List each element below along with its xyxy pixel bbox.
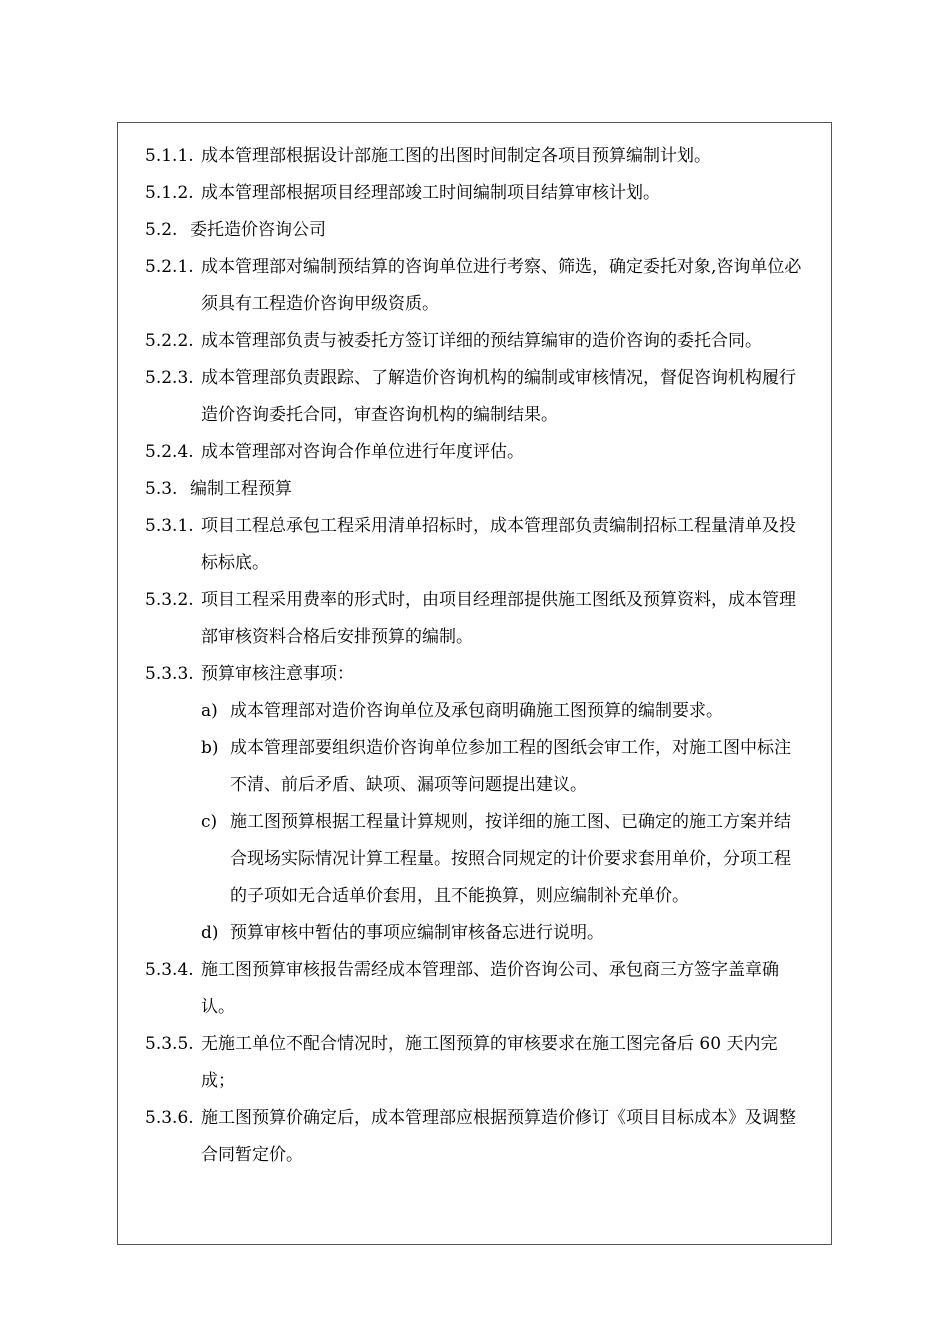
clause-text: 项目工程总承包工程采用清单招标时，成本管理部负责编制招标工程量清单及投标标底。 xyxy=(201,516,796,573)
section-number: 5.2. xyxy=(145,220,178,240)
clause-5-1-1 xyxy=(118,138,831,175)
clause-5-2-4 xyxy=(118,434,831,471)
sub-item-text: 成本管理部要组织造价咨询单位参加工程的图纸会审工作，对施工图中标注不清、前后矛盾、缺项、漏项等问题提出建议。 xyxy=(230,738,791,795)
section-title: 委托造价咨询公司 xyxy=(190,220,326,240)
clause-number: 5.2.4. xyxy=(145,442,194,462)
section-heading-5-2 xyxy=(118,212,831,249)
section-title: 编制工程预算 xyxy=(190,479,292,499)
clause-text: 预算审核注意事项： xyxy=(201,664,354,684)
sub-item-letter: b) xyxy=(201,738,219,758)
clause-5-2-2 xyxy=(118,323,831,360)
clause-5-3-2 xyxy=(118,582,831,656)
clause-number: 5.3.2. xyxy=(145,590,194,610)
clause-list xyxy=(118,138,831,1174)
sub-item-a xyxy=(118,693,831,730)
sub-item-text: 预算审核中暂估的事项应编制审核备忘进行说明。 xyxy=(230,923,604,943)
clause-5-2-3 xyxy=(118,360,831,434)
sub-item-letter: c) xyxy=(201,812,218,832)
sub-item-letter: d) xyxy=(201,923,219,943)
clause-5-3-4 xyxy=(118,952,831,1026)
clause-text: 成本管理部根据设计部施工图的出图时间制定各项目预算编制计划。 xyxy=(201,146,711,166)
clause-5-3-3 xyxy=(118,656,831,693)
clause-number: 5.2.2. xyxy=(145,331,194,351)
clause-text: 项目工程采用费率的形式时，由项目经理部提供施工图纸及预算资料，成本管理部审核资料合格后安排预算的编制。 xyxy=(201,590,796,647)
clause-number: 5.3.4. xyxy=(145,960,194,980)
clause-text: 施工图预算价确定后，成本管理部应根据预算造价修订《项目目标成本》及调整合同暂定价。 xyxy=(201,1108,796,1165)
sub-item-text: 施工图预算根据工程量计算规则，按详细的施工图、已确定的施工方案并结合现场实际情况计算工程量。按照合同规定的计价要求套用单价，分项工程的子项如无合适单价套用，且不能换算，则应编制补充单价。 xyxy=(230,812,791,906)
sub-item-d xyxy=(118,915,831,952)
clause-number: 5.3.5. xyxy=(145,1034,194,1054)
sub-item-text: 成本管理部对造价咨询单位及承包商明确施工图预算的编制要求。 xyxy=(230,701,723,721)
document-frame xyxy=(117,122,832,1245)
clause-5-1-2 xyxy=(118,175,831,212)
clause-text: 成本管理部负责跟踪、了解造价咨询机构的编制或审核情况，督促咨询机构履行造价咨询委托合同，审查咨询机构的编制结果。 xyxy=(201,368,796,425)
clause-number: 5.1.2. xyxy=(145,183,194,203)
sub-item-b xyxy=(118,730,831,804)
sub-item-c xyxy=(118,804,831,915)
clause-text: 无施工单位不配合情况时，施工图预算的审核要求在施工图完备后 60 天内完成； xyxy=(201,1034,778,1091)
clause-text: 施工图预算审核报告需经成本管理部、造价咨询公司、承包商三方签字盖章确认。 xyxy=(201,960,779,1017)
clause-text: 成本管理部根据项目经理部竣工时间编制项目结算审核计划。 xyxy=(201,183,660,203)
clause-5-3-1 xyxy=(118,508,831,582)
section-number: 5.3. xyxy=(145,479,178,499)
clause-number: 5.2.3. xyxy=(145,368,194,388)
clause-text: 成本管理部负责与被委托方签订详细的预结算编审的造价咨询的委托合同。 xyxy=(201,331,762,351)
clause-5-3-5 xyxy=(118,1026,831,1100)
clause-5-3-6 xyxy=(118,1100,831,1174)
clause-5-2-1 xyxy=(118,249,831,323)
clause-number: 5.3.1. xyxy=(145,516,194,536)
clause-number: 5.3.6. xyxy=(145,1108,194,1128)
clause-number: 5.1.1. xyxy=(145,146,194,166)
sub-item-letter: a) xyxy=(201,701,218,721)
clause-text: 成本管理部对咨询合作单位进行年度评估。 xyxy=(201,442,524,462)
section-heading-5-3 xyxy=(118,471,831,508)
clause-number: 5.3.3. xyxy=(145,664,194,684)
clause-text: 成本管理部对编制预结算的咨询单位进行考察、筛选，确定委托对象,咨询单位必须具有工程造价咨询甲级资质。 xyxy=(201,257,802,314)
clause-number: 5.2.1. xyxy=(145,257,194,277)
